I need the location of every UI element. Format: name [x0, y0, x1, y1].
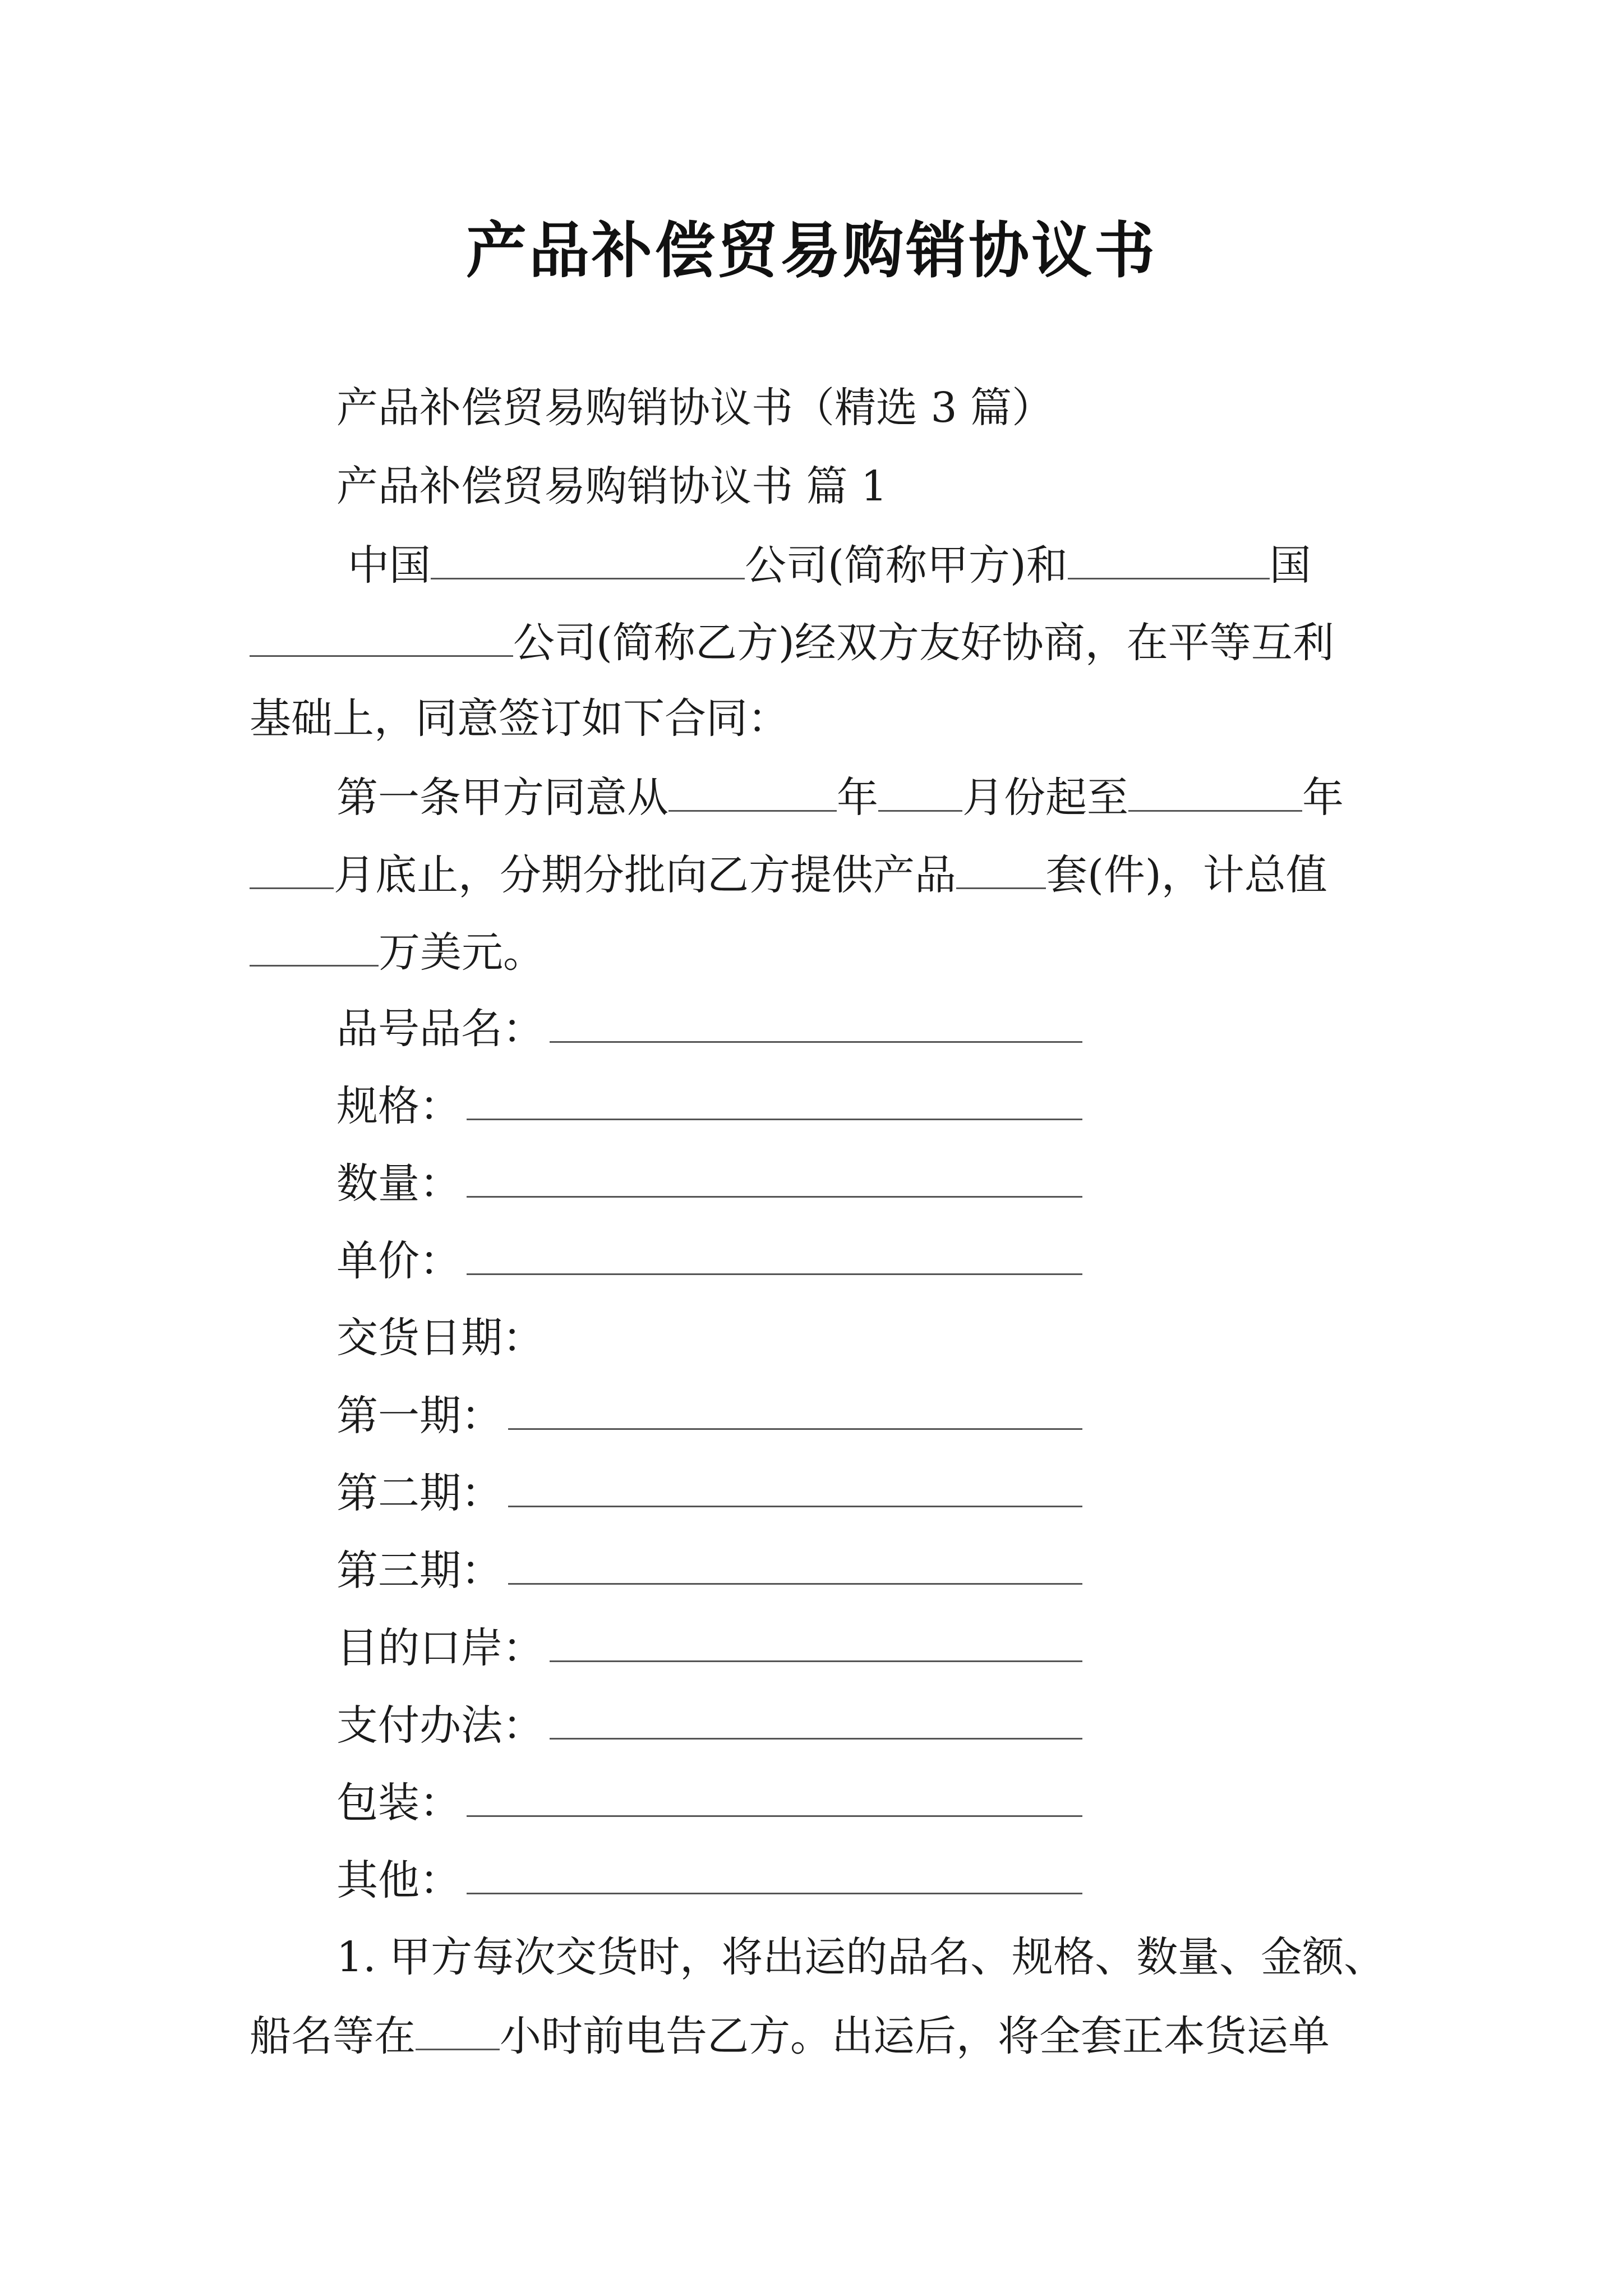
- field-rule: [508, 1395, 1082, 1430]
- subtitle: 产品补偿贸易购销协议书（精选 3 篇）: [336, 384, 1054, 432]
- blank-end-month: [250, 853, 334, 889]
- article1-text-1a: 第一条甲方同意从: [336, 774, 668, 822]
- field-rule: [508, 1472, 1082, 1507]
- clause1-line-2: [250, 2012, 1391, 2060]
- field-rule: [550, 1627, 1082, 1662]
- article1-text-1b: 年: [837, 774, 878, 822]
- section-heading: 产品补偿贸易购销协议书 篇 1: [336, 462, 888, 510]
- blank-quantity-sets: [956, 853, 1046, 889]
- field-rule: [550, 1704, 1082, 1740]
- field-label: 支付办法：: [336, 1701, 544, 1750]
- field-delivery-date: 交货日期：: [336, 1314, 544, 1362]
- article1-text-2b: 套(件)，计总值: [1046, 851, 1327, 899]
- field-specification: [336, 1082, 1082, 1130]
- field-label: 规格：: [336, 1082, 461, 1130]
- field-phase-1: [336, 1392, 1082, 1440]
- article1-text-3: 万美元。: [379, 928, 545, 977]
- blank-start-month: [878, 775, 962, 812]
- field-packaging: [336, 1779, 1082, 1827]
- intro-text-2: 公司(简称乙方)经双方友好协商，在平等互利: [513, 619, 1334, 667]
- clause1-line-1: 1. 甲方每次交货时，将出运的品名、规格、数量、金额、: [336, 1933, 1386, 1981]
- blank-total-value: [250, 930, 379, 967]
- intro-line-2: [250, 619, 1391, 667]
- intro-text-1a: 中国: [348, 541, 431, 590]
- document-title: 产品补偿贸易购销协议书: [465, 215, 1157, 286]
- field-label: 第二期：: [336, 1469, 502, 1517]
- field-rule: [508, 1549, 1082, 1585]
- article1-line-3: [250, 928, 1391, 977]
- field-rule: [550, 1007, 1082, 1043]
- article1-line-2: [250, 851, 1391, 899]
- field-rule: [467, 1162, 1082, 1198]
- blank-country-name: [1068, 543, 1270, 579]
- field-rule: [467, 1859, 1082, 1894]
- article1-text-2a: 月底止，分期分批向乙方提供产品: [334, 851, 956, 899]
- field-label: 目的口岸：: [336, 1624, 544, 1672]
- field-phase-2: [336, 1469, 1082, 1517]
- field-label: 单价：: [336, 1237, 461, 1285]
- blank-hours: [416, 2014, 500, 2050]
- clause1-text-2b: 小时前电告乙方。出运后，将全套正本货运单: [500, 2012, 1330, 2060]
- field-quantity: [336, 1159, 1082, 1208]
- field-phase-3: [336, 1547, 1082, 1595]
- blank-party-a-name: [431, 543, 745, 579]
- field-destination-port: [336, 1624, 1082, 1672]
- blank-end-year: [1128, 775, 1302, 812]
- field-label: 其他：: [336, 1856, 461, 1904]
- article1-text-1d: 年: [1302, 774, 1344, 822]
- field-product-name: [336, 1005, 1082, 1053]
- field-rule: [467, 1085, 1082, 1120]
- field-label: 数量：: [336, 1159, 461, 1208]
- intro-line-3: 基础上，同意签订如下合同：: [250, 694, 789, 743]
- article1-line-1: [336, 774, 1391, 822]
- blank-party-b-name: [250, 620, 513, 657]
- field-label: 品号品名：: [336, 1005, 544, 1053]
- field-label: 第三期：: [336, 1547, 502, 1595]
- field-label: 第一期：: [336, 1392, 502, 1440]
- intro-text-1c: 国: [1269, 541, 1311, 590]
- field-other: [336, 1856, 1082, 1904]
- field-rule: [467, 1782, 1082, 1817]
- field-unit-price: [336, 1237, 1082, 1285]
- field-label: 包装：: [336, 1779, 461, 1827]
- field-payment-method: [336, 1701, 1082, 1750]
- blank-start-year: [668, 775, 837, 812]
- article1-text-1c: 月份起至: [962, 774, 1128, 822]
- intro-line-1: [348, 541, 1391, 590]
- intro-text-1b: 公司(简称甲方)和: [745, 541, 1068, 590]
- clause1-text-2a: 船名等在: [250, 2012, 416, 2060]
- field-rule: [467, 1240, 1082, 1275]
